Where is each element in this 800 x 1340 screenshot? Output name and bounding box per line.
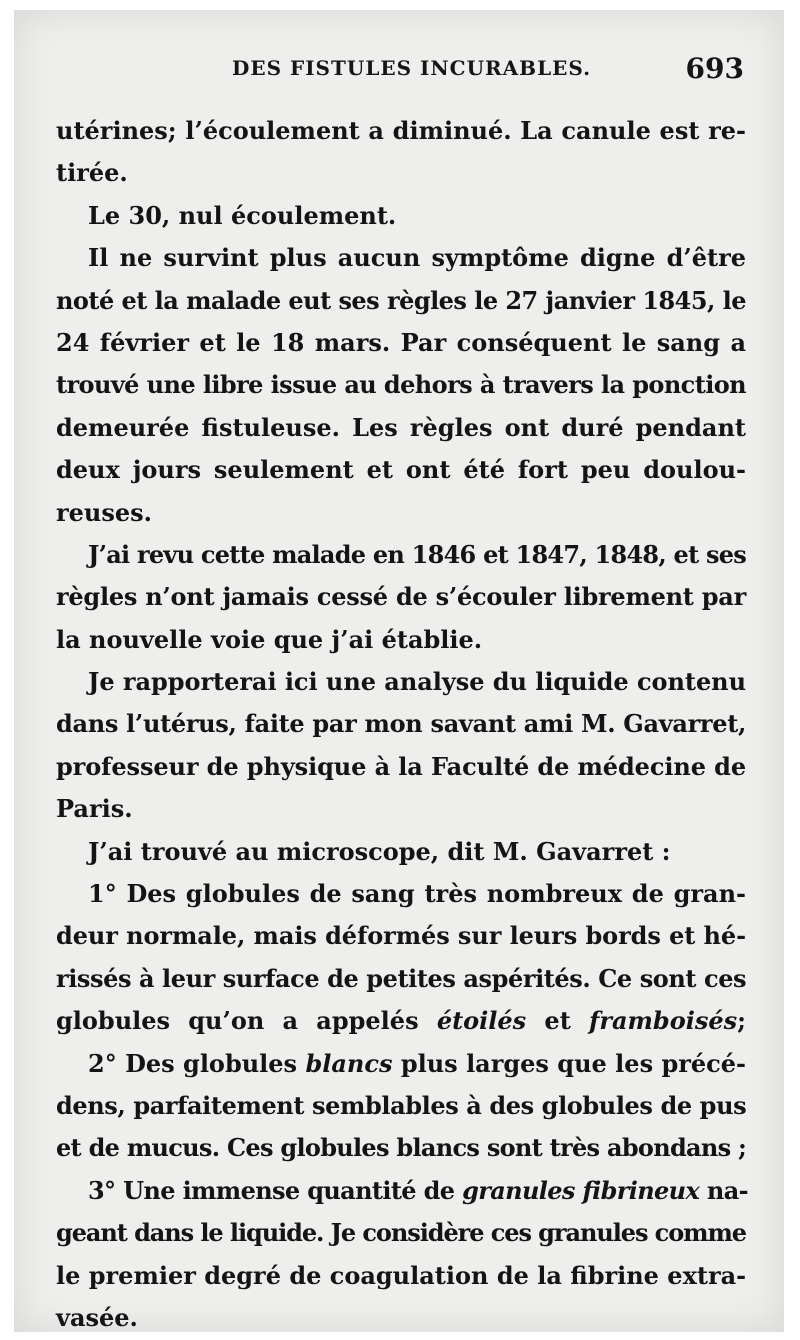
text-line: règles n’ont jamais cessé de s’écouler librement par <box>56 582 746 612</box>
text-line <box>56 1170 746 1212</box>
text-segment: na- <box>699 1175 748 1205</box>
text-line: dans l’utérus, faite par mon savant ami M. Gavarret, <box>56 709 747 739</box>
text-line: deur normale, mais déformés sur leurs bords et hé- <box>56 921 746 951</box>
text-segment: plus larges que les précé- <box>392 1048 746 1078</box>
italic-text: étoilés <box>436 1006 527 1036</box>
text-line: noté et la malade eut ses règles le 27 janvier 1845, le <box>56 285 746 315</box>
text-segment: 3° Une immense quantité de <box>88 1175 463 1205</box>
text-line: professeur de physique à la Faculté de médecine de <box>56 751 746 781</box>
text-segment: ; <box>737 1006 746 1036</box>
text-segment: 2° Des globules <box>88 1048 306 1078</box>
text-line: utérines; l’écoulement a diminué. La canule est re- <box>56 116 746 145</box>
text-line: Je rapporterai ici une analyse du liquide contenu <box>88 667 746 697</box>
text-line: 1° Des globules de sang très nombreux de gran- <box>88 879 746 909</box>
text-line: Paris. <box>56 794 133 824</box>
text-line: Le 30, nul écoulement. <box>88 200 397 230</box>
text-line: trouvé une libre issue au dehors à travers la ponction <box>56 370 746 400</box>
text-line: le premier degré de coagulation de la fibrine extra- <box>56 1260 747 1290</box>
text-line <box>56 1043 746 1085</box>
italic-text: blancs <box>305 1048 393 1078</box>
italic-text: granules fibrineux <box>462 1175 700 1205</box>
text-line: et de mucus. Ces globules blancs sont très abondans ; <box>56 1133 747 1163</box>
running-title: DES FISTULES INCURABLES. <box>232 56 592 80</box>
italic-text: framboisés <box>589 1006 738 1036</box>
body-text <box>56 110 746 1339</box>
page-header <box>14 54 784 94</box>
text-line: dens, parfaitement semblables à des globules de pus <box>56 1090 747 1120</box>
text-line: deux jours seulement et ont été fort peu doulou- <box>56 455 746 485</box>
text-line: rissés à leur surface de petites aspérités. Ce sont ces <box>56 963 747 993</box>
page-number: 693 <box>685 52 744 85</box>
text-line: demeurée fistuleuse. Les règles ont duré pendant <box>56 412 746 442</box>
text-line: tirée. <box>56 158 128 188</box>
text-line: la nouvelle voie que j’ai établie. <box>56 624 483 654</box>
text-line: reuses. <box>56 497 153 527</box>
text-line: J’ai revu cette malade en 1846 et 1847, 1848, et ses <box>88 539 747 569</box>
text-line: Il ne survint plus aucun symptôme digne d’être <box>88 243 746 273</box>
text-line: 24 février et le 18 mars. Par conséquent le sang a <box>56 327 746 357</box>
text-line: vasée. <box>56 1302 138 1332</box>
text-line: geant dans le liquide. Je considère ces granules comme <box>56 1218 747 1248</box>
text-segment: globules qu’on a appelés <box>56 1006 437 1036</box>
text-line: J’ai trouvé au microscope, dit M. Gavarret : <box>88 836 671 866</box>
text-line <box>56 1000 746 1042</box>
text-segment: et <box>526 1006 590 1036</box>
book-page <box>14 10 784 1332</box>
